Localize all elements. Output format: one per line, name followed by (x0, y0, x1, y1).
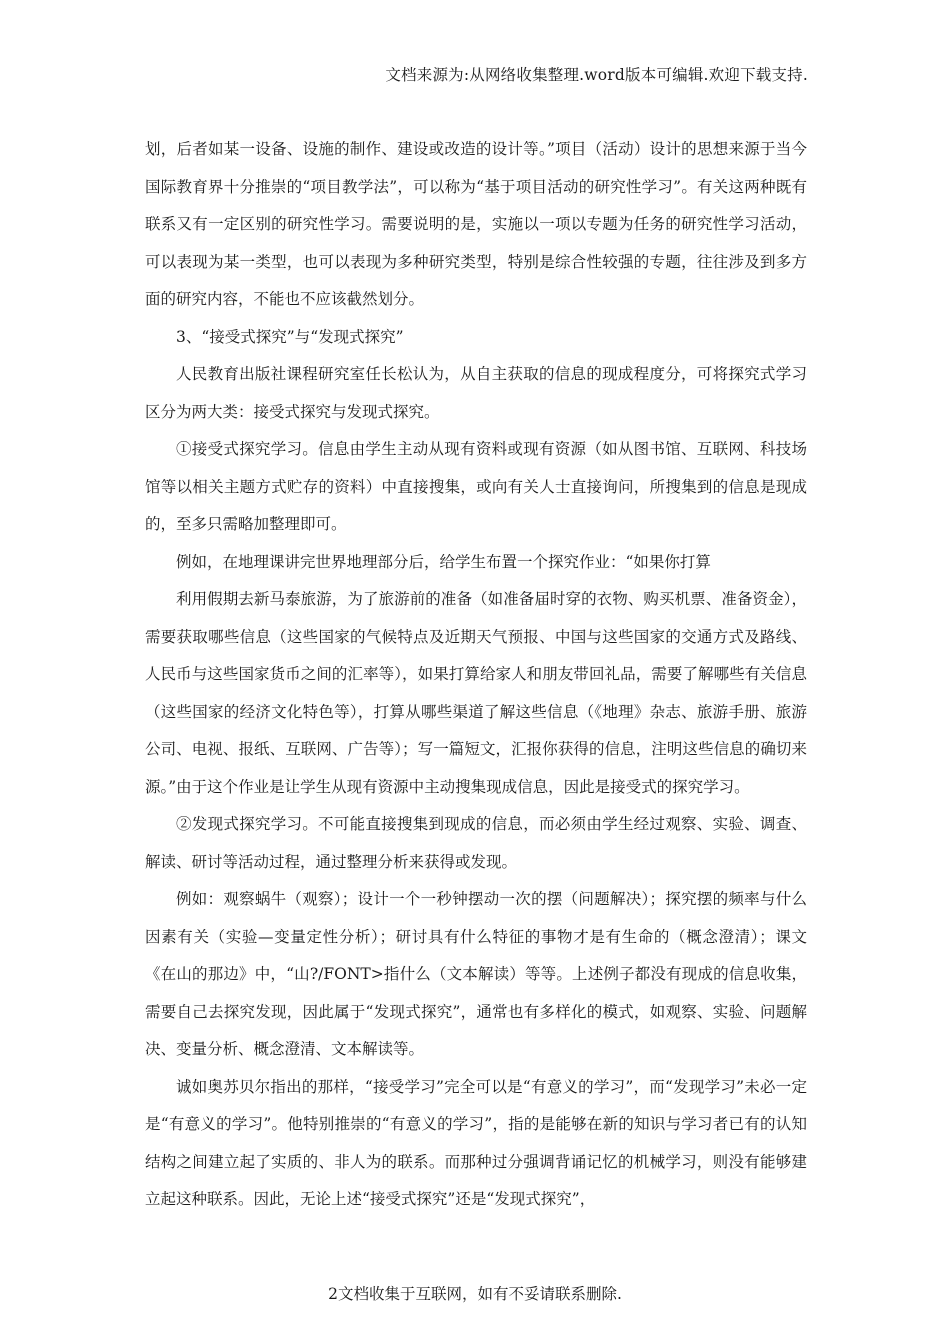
paragraph: 利用假期去新马泰旅游，为了旅游前的准备（如准备届时穿的衣物、购买机票、准备资金），需要获取哪些信息（这些国家的气候特点及近期天气预报、中国与这些国家的交通方式及路线、人民币与这些国家货币之间的汇率等），如果打算给家人和朋友带回礼品，需要了解哪些有关信息（这些国家的经济文化特色等），打算从哪些渠道了解这些信息（《地理》杂志、旅游手册、旅游公司、电视、报纸、互联网、广告等）；写一篇短文，汇报你获得的信息，注明这些信息的确切来源。”由于这个作业是让学生从现有资源中主动搜集现成信息，因此是接受式的探究学习。 (145, 590, 807, 796)
page-header: 文档来源为:从网络收集整理.word版本可编辑.欢迎下载支持. (385, 66, 808, 84)
paragraph: 诚如奥苏贝尔指出的那样，“接受学习”完全可以是“有意义的学习”，而“发现学习”未必一定是“有意义的学习”。他特别推崇的“有意义的学习”，指的是能够在新的知识与学习者已有的认知结构之间建立起了实质的、非人为的联系。而那种过分强调背诵记忆的机械学习，则没有能够建立起这种联系。因此，无论上述“接受式探究”还是“发现式探究”， (145, 1077, 807, 1208)
paragraph: 例如：观察蜗牛（观察）；设计一个一秒钟摆动一次的摆（问题解决）；探究摆的频率与什么因素有关（实验—变量定性分析）；研讨具有什么特征的事物才是有生命的（概念澄清）；课文《在山的那边》中，“山?/FONT>指什么（文本解读）等等。上述例子都没有现成的信息收集，需要自己去探究发现，因此属于“发现式探究”，通常也有多样化的模式，如观察、实验、问题解决、变量分析、概念澄清、文本解读等。 (145, 890, 807, 1058)
paragraph: 例如，在地理课讲完世界地理部分后，给学生布置一个探究作业：“如果你打算 (176, 552, 711, 571)
paragraph: ②发现式探究学习。不可能直接搜集到现成的信息，而必须由学生经过观察、实验、调查、解读、研讨等活动过程，通过整理分析来获得或发现。 (145, 815, 807, 871)
paragraph-continuation: 划，后者如某一设备、设施的制作、建设或改造的设计等。”项目（活动）设计的思想来源于当今国际教育界十分推崇的“项目教学法”，可以称为“基于项目活动的研究性学习”。有关这两种既有联系又有一定区别的研究性学习。需要说明的是，实施以一项以专题为任务的研究性学习活动，可以表现为某一类型，也可以表现为多种研究类型，特别是综合性较强的专题，往往涉及到多方面的研究内容，不能也不应该截然划分。 (145, 140, 807, 308)
paragraph: 人民教育出版社课程研究室任长松认为，从自主获取的信息的现成程度分，可将探究式学习区分为两大类：接受式探究与发现式探究。 (145, 365, 807, 421)
page-footer: 2文档收集于互联网，如有不妥请联系删除. (328, 1285, 622, 1303)
body-text (145, 131, 807, 1219)
section-heading: 3、“接受式探究”与“发现式探究” (176, 327, 404, 346)
paragraph: ①接受式探究学习。信息由学生主动从现有资料或现有资源（如从图书馆、互联网、科技场馆等以相关主题方式贮存的资料）中直接搜集，或向有关人士直接询问，所搜集到的信息是现成的，至多只需略加整理即可。 (145, 440, 807, 533)
